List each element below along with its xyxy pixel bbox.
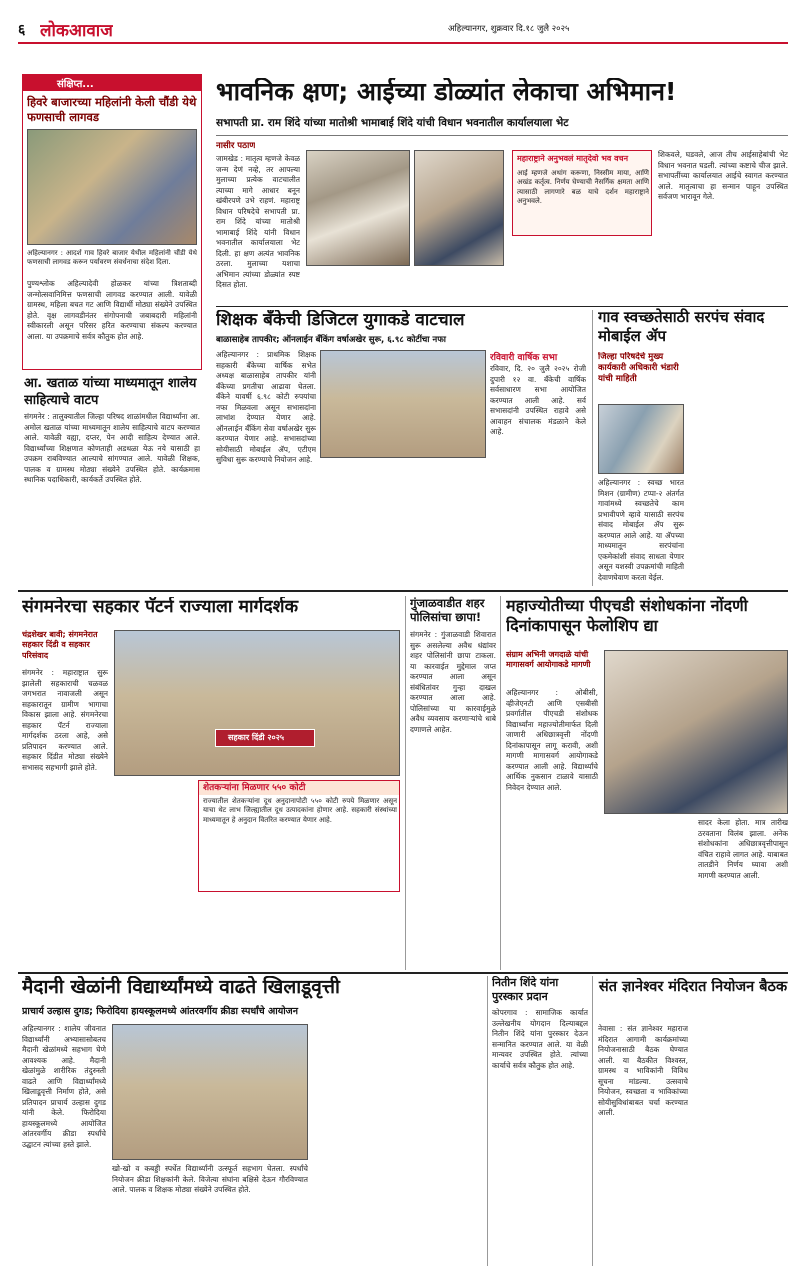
sangamner-box-body: राज्यातील शेतकऱ्यांना दूध अनुदानापोटी ५५० कोटी रुपये मिळणार असून याचा थेट लाभ जिल्ह्यातील दूध उत्पादकांना होणार आहे. सहकारी संस्थांच्या माध्यमातून हे अनुदान वितरित करण्यात येणार आहे.: [203, 797, 397, 824]
vrule-1: [592, 310, 593, 586]
shikshak-box: [490, 350, 586, 582]
sangamner-body-2: [114, 780, 194, 966]
shikshak-body: अहिल्यानगर : प्राथमिक शिक्षक सहकारी बँकेच्या वार्षिक सभेत अध्यक्ष बाळासाहेब तापकीर यांनी बँकेच्या प्रगतीचा आढावा घेतला. बँकेने यावर्षी ६.९८ कोटी रुपयांचा नफा मिळवला असून सभासदांना लाभांश देण्यात येणार आहे. ऑनलाईन बँकिंग सेवा वर्षाअखेर सुरू करण्यात येणार आहे. सभासदांच्या सोयीसाठी मोबाईल ॲप, एटीएम सुविधा सुरू करण्याचे नियोजन आहे.: [216, 350, 316, 465]
nitin-headline: नितीन शिंदे यांना पुरस्कार प्रदान: [492, 976, 559, 1004]
lead-subhead: सभापती प्रा. राम शिंदे यांच्या मातोश्री भामाबाई शिंदे यांची विधान भवनातील कार्यालयाला भेट: [216, 117, 569, 129]
masthead: [18, 18, 788, 40]
rule-c: [18, 972, 788, 974]
mahajyoti-headline: महाज्योतीच्या पीएचडी संशोधकांना नोंदणी दिनांकापासून फेलोशिप द्या: [506, 596, 748, 636]
lead-rule: [216, 135, 788, 136]
sangamner-photo: [114, 630, 400, 776]
lead-right-body: शिकवले, घडवले, आज तीच आईसाहेबांची भेट विधान भवनात घडली. त्यांच्या कष्टाचे चीज झाले. सभापतींच्या कार्यालयात आईचे स्वागत करण्यात आले. मातृत्वाचा हा सन्मान पाहून उपस्थित सर्वजण भारावून गेले.: [658, 150, 788, 202]
shikshak-headline: शिक्षक बँकेची डिजिटल युगाकडे वाटचाल: [216, 310, 465, 330]
maidani-headline: मैदानी खेळांनी विद्यार्थ्यांमध्ये वाढते खिलाडूवृत्ती: [22, 976, 340, 998]
khatal-body: संगमनेर : तालुक्यातील जिल्हा परिषद शाळांमधील विद्यार्थ्यांना आ. अमोल खताळ यांच्या माध्यमातून शालेय साहित्याचे वाटप करण्यात आले. यावेळी वह्या, दप्तर, पेन आदी साहित्य देण्यात आले. विद्यार्थ्यांच्या शिक्षणात कोणताही अडथळा येऊ नये यासाठी हा उपक्रम राबविण्यात आल्याचे सांगण्यात आले. यावेळी शिक्षक, पालक व ग्रामस्थ मोठ्या संख्येने उपस्थित होते. कार्यक्रमास स्थानिक पदाधिकारी, कार्यकर्ते उपस्थित होते.: [24, 412, 200, 485]
gaon-headline: गाव स्वच्छतेसाठी सरपंच संवाद मोबाईल ॲप: [598, 308, 765, 345]
sankshipt-caption: अहिल्यानगर : आदर्श गाव हिवरे बाजार येथील महिलांनी चौंडी येथे फणसाची लागवड करून पर्यावरण संवर्धनाचा संदेश दिला.: [27, 249, 197, 267]
gunjal-headline: गुंजाळवाडीत शहर पोलिसांचा छापा!: [410, 596, 485, 625]
sangamner-body: संगमनेर : महाराष्ट्रात सुरू झालेली सहकाराची चळवळ जगभरात नावाजली असून सहकारातून ग्रामीण भागाचा विकास झाला आहे. संगमनेरचा सहकार पॅटर्न राज्याला मार्गदर्शक ठरला आहे, असे प्रतिपादन करण्यात आले. सहकार दिंडीत मोठ्या संख्येने सभासद सहभागी झाले होते.: [22, 668, 108, 772]
lead-photo-2: [414, 150, 504, 266]
sankshipt-box: [22, 74, 202, 370]
gaon-subhead: जिल्हा परिषदेचे मुख्य कार्यकारी अधिकारी भंडारी यांची माहिती: [598, 352, 679, 385]
mahajyoti-byline: संग्राम अभिनी जगदाळे यांची मागासवर्ग आयोगाकडे मागणी: [506, 650, 591, 670]
lead-byline: नासीर पठाण: [216, 141, 256, 151]
maidani-subhead: प्राचार्य उल्हास दुगड; फिरोदिया हायस्कूलमध्ये आंतरवर्गीय क्रीडा स्पर्धांचे आयोजन: [22, 1006, 298, 1017]
lead-headline: भावनिक क्षण; आईच्या डोळ्यांत लेकाचा अभिमान!: [216, 78, 677, 106]
sant-body-2: [694, 1024, 788, 1264]
vrule-2: [405, 596, 406, 970]
lead-quote-head: महाराष्ट्राने अनुभवलं मातृदेवो भव वचन: [517, 154, 629, 163]
sangamner-box-head: शेतकऱ्यांना मिळणार ५५० कोटी: [199, 781, 399, 795]
lead-quote-continuation: [512, 240, 652, 302]
vrule-3: [500, 596, 501, 970]
sankshipt-body: पुण्यश्लोक अहिल्यादेवी होळकर यांच्या त्रिशताब्दी जन्मोत्सवानिमित्त फणसाची लागवड करण्यात आली. यावेळी ग्रामस्थ, महिला बचत गट आणि विद्यार्थी मोठ्या संख्येने उपस्थित होते. वृक्ष लागवडीनंतर संगोपनाची जबाबदारी महिलांनी स्वीकारली असून परिसर हरित करण्याचा संकल्प करण्यात आला. या उपक्रमाचे सर्वत्र कौतुक होत आहे.: [27, 279, 197, 341]
dateline: अहिल्यानगर, शुक्रवार दि.१८ जुलै २०२५: [448, 24, 570, 34]
sangamner-headline: संगमनेरचा सहकार पॅटर्न राज्याला मार्गदर्शक: [22, 597, 299, 617]
sant-headline: संत ज्ञानेश्वर मंदिरात नियोजन बैठक: [598, 979, 788, 995]
masthead-rule: [18, 42, 788, 44]
sankshipt-tag: [23, 75, 201, 91]
sankshipt-headline: हिवरे बाजारच्या महिलांनी केली चौंडी येथे फणसाची लागवड: [27, 95, 197, 124]
shikshak-body-2: [320, 462, 486, 582]
maidani-body: अहिल्यानगर : शालेय जीवनात विद्यार्थ्यांनी अभ्यासासोबतच मैदानी खेळांमध्ये सहभाग घेणे आवश्यक आहे. मैदानी खेळांमुळे शारीरिक तंदुरुस्ती वाढते आणि विद्यार्थ्यांमध्ये खिलाडूवृत्ती निर्माण होते, असे प्रतिपादन प्राचार्य उल्हास दुगड यांनी केले. फिरोदिया हायस्कूलमध्ये आयोजित आंतरवर्गीय क्रीडा स्पर्धांचे उद्घाटन त्यांच्या हस्ते झाले.: [22, 1024, 106, 1149]
shikshak-subhead: बाळासाहेब तापकीर; ऑनलाईन बँकिंग वर्षाअखेर सुरू, ६.९८ कोटींचा नफा: [216, 335, 446, 345]
sangamner-photo-banner: [215, 729, 315, 747]
rule-a: [216, 306, 788, 307]
sankshipt-photo: [27, 129, 197, 245]
lead-photo-1: [306, 150, 410, 266]
vrule-4: [487, 976, 488, 1266]
mahajyoti-body: अहिल्यानगर : ओबीसी, व्हीजेएनटी आणि एसबीसी प्रवर्गातील पीएचडी संशोधक विद्यार्थ्यांना महाज्योतीमार्फत दिली जाणारी अधिछात्रवृत्ती नोंदणी दिनांकापासून लागू करावी, अशी मागणी मागासवर्ग आयोगाकडे करण्यात आली आहे. विद्यार्थ्यांचे आर्थिक नुकसान टाळावे यासाठी निवेदन देण्यात आले.: [506, 688, 598, 792]
maidani-body-3: [314, 1024, 482, 1264]
maidani-photo: [112, 1024, 308, 1160]
lead-photo-caption: [306, 270, 504, 302]
page-number: ६: [18, 22, 26, 38]
khatal-headline: आ. खताळ यांच्या माध्यमातून शालेय साहित्याचे वाटप: [24, 376, 197, 408]
mahajyoti-photo: [604, 650, 788, 814]
gaon-photo: [598, 404, 684, 474]
mahajyoti-body-2: [604, 818, 694, 966]
sangamner-byline: चंद्रशेखर बावी; संगमनेरात सहकार दिंडी व सहकार परिसंवाद: [22, 630, 98, 660]
gunjal-body: संगमनेर : गुंजाळवाडी शिवारात सुरू असलेल्या अवैध धंद्यांवर शहर पोलिसांनी छापा टाकला. या कारवाईत मुद्देमाल जप्त करण्यात आला असून संबंधितांवर गुन्हा दाखल करण्यात आला आहे. पोलिसांच्या या कारवाईमुळे अवैध व्यवसाय करणाऱ्यांचे धाबे दणाणले आहेत.: [410, 630, 496, 734]
maidani-mid-body: खो-खो व कबड्डी स्पर्धेत विद्यार्थ्यांनी उत्स्फूर्त सहभाग घेतला. स्पर्धांचे नियोजन क्रीडा शिक्षकांनी केले. विजेत्या संघांना बक्षिसे देऊन गौरविण्यात आले. पालक व शिक्षक मोठ्या संख्येने उपस्थित होते.: [112, 1164, 308, 1195]
gaon-body: अहिल्यानगर : स्वच्छ भारत मिशन (ग्रामीण) टप्पा-२ अंतर्गत गावांमध्ये स्वच्छतेचे काम प्रभावीपणे व्हावे यासाठी सरपंच संवाद मोबाईल ॲप सुरू करण्यात आले आहे. या ॲपच्या माध्यमातून सरपंचांना एकमेकांशी संवाद साधता येणार असून यशस्वी उपक्रमांची माहिती देवाणघेवाण करता येईल.: [598, 478, 684, 582]
lead-body: जामखेड : मातृत्व म्हणजे केवळ जन्म देणं नव्हे, तर आपल्या मुलाच्या प्रत्येक वाटचालीत त्याच्या मागे आधार बनून खंबीरपणे उभे राहणं. महाराष्ट्र विधान परिषदेचे सभापती प्रा. राम शिंदे यांच्या मातोश्री भामाबाई शिंदे यांनी विधान भवनातील कार्यालयाला भेट दिली. हा क्षण अत्यंत भावनिक ठरला. मुलाच्या यशाचा अभिमान त्यांच्या डोळ्यांत स्पष्ट दिसत होता.: [216, 154, 300, 290]
sankshipt-tag-label: संक्षिप्त...: [57, 79, 94, 90]
rule-b: [18, 590, 788, 592]
shikshak-photo: [320, 350, 486, 458]
vrule-5: [592, 976, 593, 1266]
mahajyoti-right-body: सादर केला होता. मात्र तारीख ठरवताना विलंब झाला. अनेक संशोधकांना अधिछात्रवृत्तीपासून वंचित राहावे लागत आहे. याबाबत तातडीने निर्णय घ्यावा अशी मागणी करण्यात आली.: [698, 818, 788, 880]
shikshak-box-tag: रविवारी वार्षिक सभा: [490, 353, 558, 363]
sangamner-body-3: [198, 896, 400, 966]
shikshak-box-body: रविवार, दि. २० जुलै २०२५ रोजी दुपारी १२ वा. बँकेची वार्षिक सर्वसाधारण सभा आयोजित करण्यात आली आहे. सर्व सभासदांनी उपस्थित राहावे असे आवाहन संचालक मंडळाने केले आहे.: [490, 364, 586, 437]
gaon-body-2: [690, 352, 788, 582]
sant-body: नेवासा : संत ज्ञानेश्वर महाराज मंदिरात आगामी कार्यक्रमांच्या नियोजनासाठी बैठक घेण्यात आली. या बैठकीत विश्वस्त, ग्रामस्थ व भाविकांनी विविध सूचना मांडल्या. उत्सवाचे नियोजन, स्वच्छता व भाविकांच्या सोयीसुविधांबाबत चर्चा करण्यात आली.: [598, 1024, 688, 1118]
nitin-body: कोपरगाव : सामाजिक कार्यात उल्लेखनीय योगदान दिल्याबद्दल नितीन शिंदे यांना पुरस्कार देऊन सन्मानित करण्यात आले. या वेळी मान्यवर उपस्थित होते. त्यांच्या कार्याचे सर्वत्र कौतुक होत आहे.: [492, 1008, 588, 1070]
lead-quote-box: [512, 150, 652, 236]
lead-quote: आई म्हणजे अथांग करूणा, निस्सीम माया, आणि अखंड कर्तृत्व. निर्णय घेण्याची नैसर्गिक क्षमता आणि त्यासाठी लागणारे बळ याचे दर्शन महाराष्ट्राने अनुभवले.: [517, 169, 649, 206]
masthead-logo: लोकआवाज: [40, 21, 113, 40]
sangamner-banner-text: सहकार दिंडी २०२५: [228, 733, 285, 742]
sangamner-box: [198, 780, 400, 892]
